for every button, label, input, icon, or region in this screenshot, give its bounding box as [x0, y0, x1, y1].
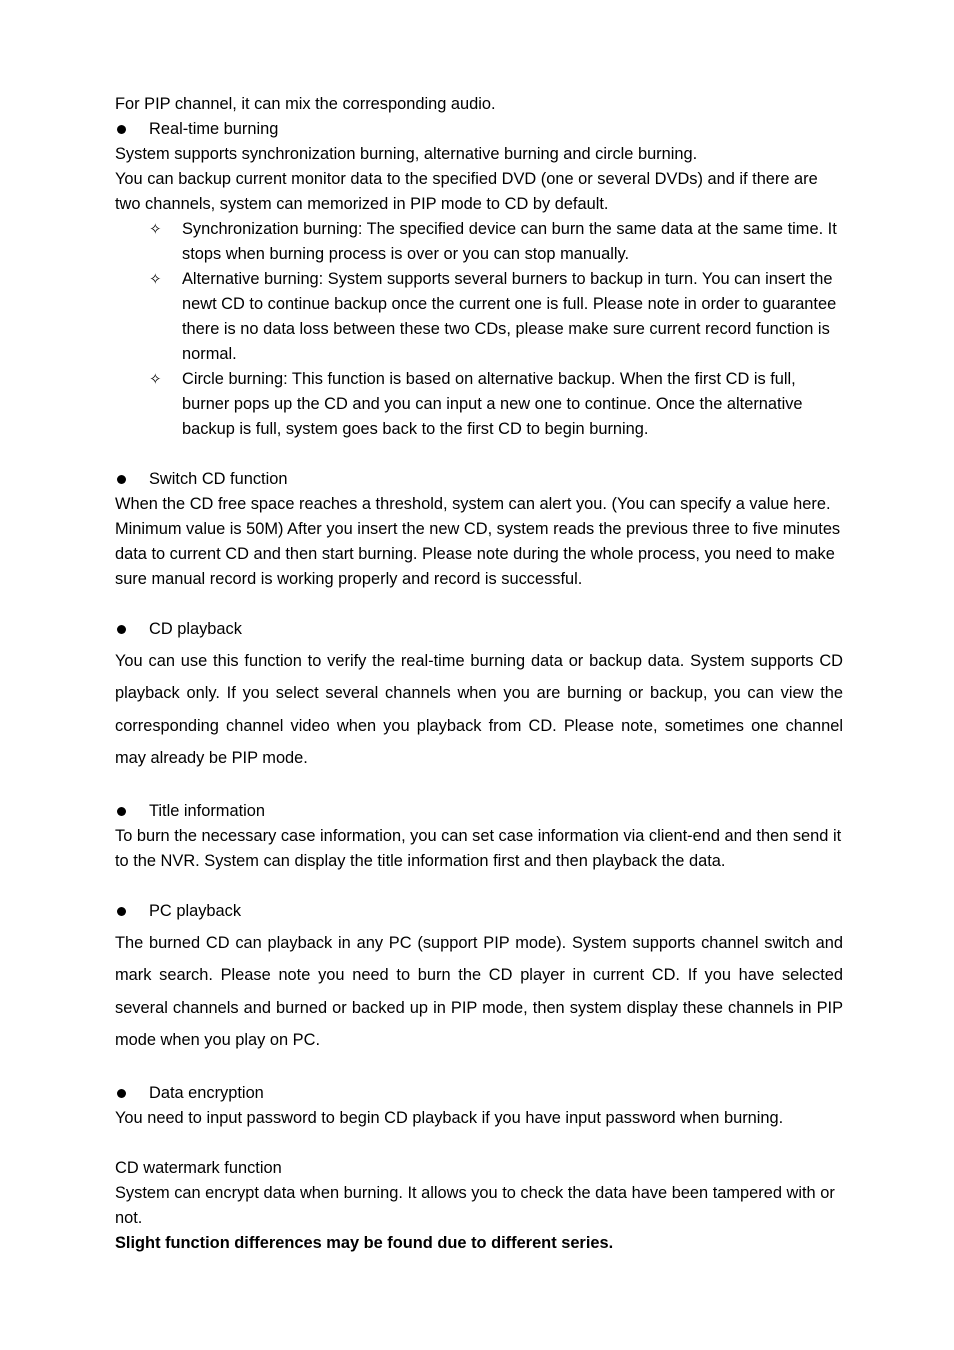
bullet-pc-playback — [115, 899, 843, 924]
watermark-paragraph: System can encrypt data when burning. It allows you to check the data have been tampered with or not. — [115, 1184, 835, 1228]
bullet-cd-playback — [115, 617, 843, 642]
bullet-title-information — [115, 799, 843, 824]
data-encryption-paragraph: You need to input password to begin CD playback if you have input password when burning. — [115, 1109, 784, 1128]
sub-item-text: Synchronization burning: The specified device can burn the same data at the same time. It stops when burning process is over or you can stop manually. — [182, 220, 837, 263]
sub-item-circle — [115, 367, 843, 442]
bullet-icon — [117, 907, 126, 916]
bullet-heading: Title information — [149, 802, 265, 821]
cd-playback-paragraph: You can use this function to verify the real-time burning data or backup data. System supports CD playback only. If you select several channels when you are burning or backup, you can view the corresponding channel video when you playback from CD. Please note, sometimes one channel may already be PIP mode. — [115, 652, 843, 767]
document-page — [115, 92, 843, 1256]
bullet-heading: Data encryption — [149, 1084, 264, 1103]
bullet-icon — [117, 807, 126, 816]
bullet-switch-cd — [115, 467, 843, 492]
bullet-icon — [117, 125, 126, 134]
realtime-paragraph-2: You can backup current monitor data to the specified DVD (one or several DVDs) and if there are two channels, system can memorized in PIP mode to CD by default. — [115, 170, 818, 213]
bullet-realtime-burning — [115, 117, 843, 142]
series-note: Slight function differences may be found due to different series. — [115, 1234, 614, 1253]
intro-paragraph: For PIP channel, it can mix the corresponding audio. — [115, 95, 496, 113]
sub-item-text: Alternative burning: System supports several burners to backup in turn. You can insert the newt CD to continue backup once the current one is full. Please note in order to guarantee there is no data loss between these two CDs, please make sure current record function is normal. — [182, 270, 837, 363]
realtime-paragraph-1: System supports synchronization burning, alternative burning and circle burning. — [115, 145, 698, 163]
bullet-heading: Switch CD function — [149, 470, 288, 488]
title-information-paragraph: To burn the necessary case information, you can set case information via client-end and then send it to the NVR. System can display the title information first and then playback the data. — [115, 827, 842, 871]
bullet-icon — [117, 1089, 126, 1098]
bullet-icon — [117, 475, 126, 484]
star-outline-icon: ✧ — [149, 270, 162, 288]
star-outline-icon: ✧ — [149, 220, 162, 238]
sub-item-text: Circle burning: This function is based on alternative backup. When the first CD is full, burner pops up the CD and you can input a new one to continue. Once the alternative backup is full, system goes back to the first CD to begin burning. — [182, 370, 803, 438]
sub-item-alternative — [115, 267, 843, 367]
star-outline-icon: ✧ — [149, 370, 162, 388]
bullet-icon — [117, 625, 126, 634]
bullet-heading: CD playback — [149, 620, 242, 638]
switch-cd-paragraph: When the CD free space reaches a threshold, system can alert you. (You can specify a value here. Minimum value is 50M) After you insert the new CD, system reads the previous three to five minutes data to current CD and then start burning. Please note during the whole process, you need to make sure manual record is working properly and record is successful. — [115, 495, 841, 588]
pc-playback-paragraph: The burned CD can playback in any PC (support PIP mode). System supports channel switch and mark search. Please note you need to burn the CD player in current CD. If you have selected several channels and burned or backed up in PIP mode, then system display these channels in PIP mode when you play on PC. — [115, 934, 843, 1050]
bullet-heading: PC playback — [149, 902, 242, 921]
sub-item-synchronization — [115, 217, 843, 267]
bullet-heading: Real-time burning — [149, 120, 279, 138]
bullet-data-encryption — [115, 1081, 843, 1106]
watermark-heading: CD watermark function — [115, 1159, 282, 1178]
